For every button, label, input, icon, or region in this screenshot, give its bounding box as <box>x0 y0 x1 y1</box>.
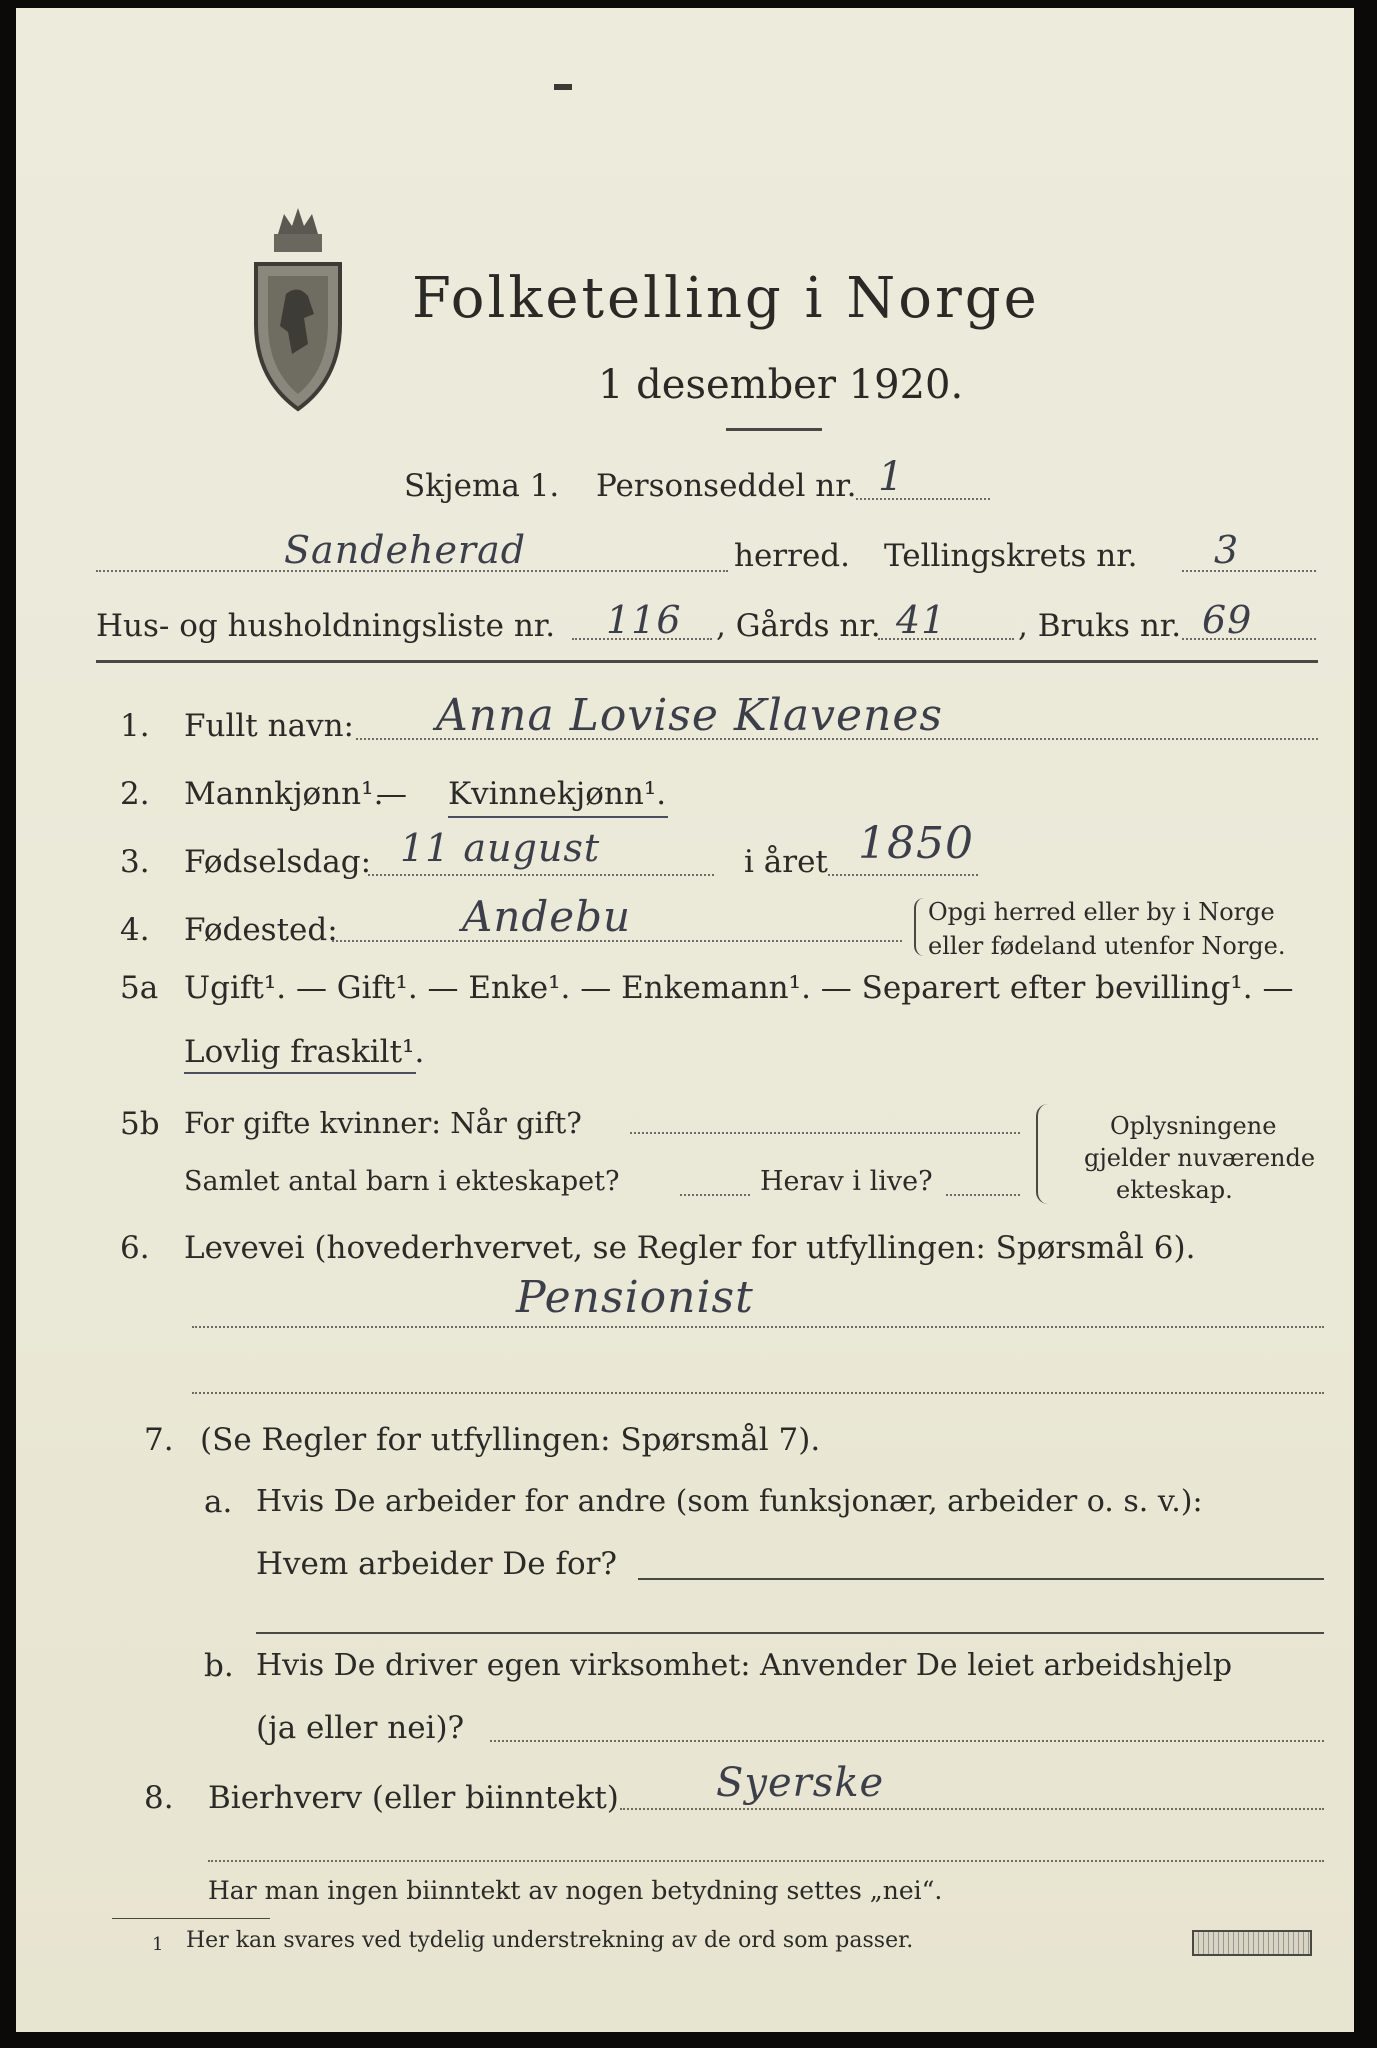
printer-stamp <box>1192 1930 1312 1956</box>
q7a-line1 <box>638 1578 1324 1580</box>
gards-label: , Gårds nr. <box>716 608 881 644</box>
q5b-alive-label: Herav i live? <box>760 1166 933 1197</box>
title-divider <box>726 428 822 431</box>
tellingskrets-line <box>1182 570 1316 572</box>
q5b-children-label: Samlet antal barn i ekteskapet? <box>184 1166 620 1197</box>
gards-value: 41 <box>896 598 947 642</box>
form-title: Folketelling i Norge <box>412 266 1040 331</box>
q5a-number: 5a <box>120 970 159 1006</box>
q2-mann-label: Mannkjønn¹. <box>184 776 384 812</box>
q2-dash: — <box>376 776 407 812</box>
q6-label: Levevei (hovederhvervet, se Regler for utfyllingen: Spørsmål 6). <box>184 1230 1196 1266</box>
q8-number: 8. <box>144 1780 174 1816</box>
q7b-label: Hvis De driver egen virksomhet: Anvender De leiet arbeidshjelp <box>256 1648 1233 1683</box>
q7-label: (Se Regler for utfyllingen: Spørsmål 7). <box>200 1422 821 1458</box>
coat-of-arms-icon <box>248 204 348 414</box>
bruks-value: 69 <box>1202 598 1253 642</box>
form-date: 1 desember 1920. <box>598 362 964 408</box>
footnote-text: Her kan svares ved tydelig understrekning av de ord som passer. <box>186 1928 914 1953</box>
q3-day-value: 11 august <box>400 826 601 870</box>
q7a-line2 <box>256 1632 1324 1634</box>
footnote-divider <box>112 1918 270 1919</box>
personseddel-label: Personseddel nr. <box>596 468 857 504</box>
q3-label: Fødselsdag: <box>184 844 372 880</box>
q7a-label: Hvis De arbeider for andre (som funksjonær, arbeider o. s. v.): <box>256 1484 1203 1519</box>
q3-year-line <box>828 874 978 876</box>
q4-note-line2: eller fødeland utenfor Norge. <box>928 932 1286 960</box>
q4-number: 4. <box>120 912 150 948</box>
q7b-line <box>490 1740 1324 1742</box>
personseddel-value: 1 <box>878 454 905 500</box>
q7b-letter: b. <box>204 1648 234 1684</box>
q3-number: 3. <box>120 844 150 880</box>
top-mark <box>554 84 572 90</box>
herred-value: Sandeherad <box>284 528 527 572</box>
bruks-label: , Bruks nr. <box>1018 608 1182 644</box>
q6-line1 <box>192 1326 1324 1328</box>
q5a-options: Ugift¹. — Gift¹. — Enke¹. — Enkemann¹. — Separert efter bevilling¹. — <box>184 970 1294 1006</box>
tellingskrets-label: Tellingskrets nr. <box>884 538 1138 574</box>
census-form <box>16 8 1354 2032</box>
q3-year-value: 1850 <box>858 818 974 869</box>
herred-label: herred. <box>734 538 850 574</box>
q2-kvinne-label: Kvinnekjønn¹. <box>448 776 667 812</box>
q5b-alive-line <box>946 1194 1020 1196</box>
q6-value: Pensionist <box>516 1272 754 1323</box>
footnote-marker: 1 <box>152 1934 164 1955</box>
q5a-lovlig-fraskilt: Lovlig fraskilt¹. <box>184 1034 425 1070</box>
q5b-children-line <box>680 1194 750 1196</box>
q4-label: Fødested: <box>184 912 338 948</box>
header-divider <box>96 660 1318 663</box>
q5b-note-line1: Oplysningene <box>1110 1112 1277 1140</box>
q3-day-line <box>368 874 714 876</box>
skjema-label: Skjema 1. <box>404 468 560 504</box>
q8-line <box>620 1808 1324 1810</box>
q5b-brace <box>1036 1104 1048 1204</box>
q3-year-label: i året <box>744 844 828 880</box>
q2-number: 2. <box>120 776 150 812</box>
q4-brace <box>914 898 924 956</box>
q8-label: Bierhverv (eller biinntekt) <box>208 1780 619 1816</box>
husholdningsliste-value: 116 <box>606 598 682 642</box>
footer-note: Har man ingen biinntekt av nogen betydning settes „nei“. <box>208 1876 943 1905</box>
q7b-question: (ja eller nei)? <box>256 1710 465 1746</box>
q6-line2 <box>192 1392 1324 1394</box>
q1-label: Fullt navn: <box>184 708 354 744</box>
q4-note-line1: Opgi herred eller by i Norge <box>928 898 1275 926</box>
q1-number: 1. <box>120 708 150 744</box>
q8-value: Syerske <box>716 1760 885 1806</box>
q7a-letter: a. <box>204 1484 233 1520</box>
q7a-question: Hvem arbeider De for? <box>256 1546 618 1582</box>
q5b-note-line3: ekteskap. <box>1116 1176 1233 1204</box>
q1-value: Anna Lovise Klavenes <box>436 690 943 741</box>
husholdningsliste-label: Hus- og husholdningsliste nr. <box>96 608 556 644</box>
q5b-line <box>630 1132 1020 1134</box>
q4-value: Andebu <box>462 892 632 941</box>
q7-number: 7. <box>144 1422 174 1458</box>
q6-number: 6. <box>120 1230 150 1266</box>
personseddel-line <box>856 498 990 500</box>
q5a-underline <box>184 1072 416 1074</box>
q5b-label: For gifte kvinner: Når gift? <box>184 1106 582 1140</box>
q5b-note-line2: gjelder nuværende <box>1084 1144 1316 1172</box>
tellingskrets-value: 3 <box>1214 528 1240 572</box>
q8-line2 <box>208 1860 1324 1862</box>
q5b-number: 5b <box>120 1106 160 1142</box>
q2-underline <box>448 816 668 818</box>
